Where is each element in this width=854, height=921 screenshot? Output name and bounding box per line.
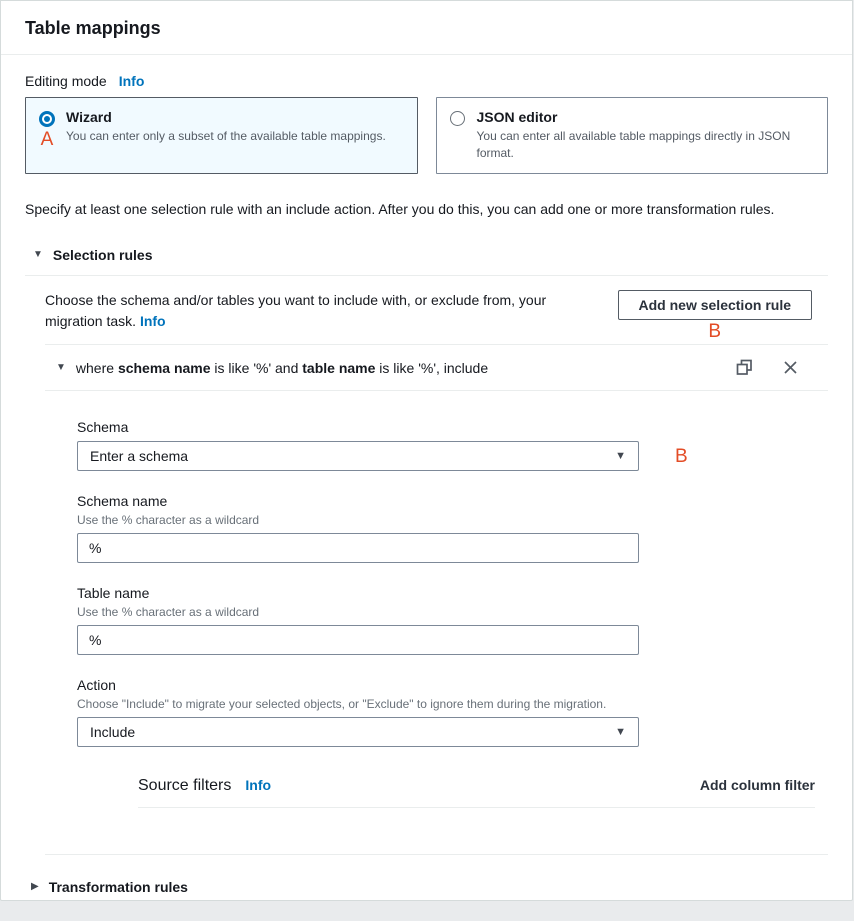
- annotation-a: A: [40, 129, 54, 150]
- schema-label: Schema: [77, 419, 129, 436]
- action-label: Action: [77, 677, 116, 694]
- editing-mode-info-link[interactable]: Info: [118, 73, 145, 89]
- wizard-radio[interactable]: [39, 111, 55, 127]
- rule-summary-mid: is like '%' and: [210, 359, 303, 376]
- schema-name-helper: Use the % character as a wildcard: [77, 513, 260, 528]
- rule-summary-pre: where: [75, 359, 118, 376]
- intro-text: Specify at least one selection rule with an include action. After you do this, you can add one or more transformation rules.: [25, 200, 775, 217]
- wizard-description: You can enter only a subset of the available table mappings.: [66, 129, 386, 143]
- chevron-down-icon: ▼: [615, 726, 626, 739]
- annotation-b-button: B: [708, 321, 722, 343]
- tile-wizard-left: [38, 109, 56, 162]
- tile-json-left: [449, 109, 467, 162]
- divider: [45, 854, 828, 855]
- add-column-filter-button[interactable]: Add column filter: [699, 777, 815, 794]
- divider: [138, 807, 815, 808]
- schema-name-label: Schema name: [77, 493, 168, 510]
- json-editor-label: JSON editor: [476, 109, 558, 125]
- add-selection-rule-button[interactable]: Add new selection rule: [618, 290, 812, 320]
- rule-actions: [736, 359, 828, 376]
- triangle-right-icon: ▶: [31, 881, 39, 893]
- table-name-label: Table name: [77, 585, 150, 602]
- source-filters-header: [138, 777, 815, 795]
- tile-wizard-text: [66, 109, 386, 162]
- json-editor-description: You can enter all available table mappings directly in JSON format.: [476, 129, 791, 160]
- selection-rules-description-text: Choose the schema and/or tables you want to include with, or exclude from, your migration task.: [45, 292, 547, 330]
- rule-summary-post: is like '%', include: [375, 359, 489, 376]
- selection-rules-expander[interactable]: [25, 247, 828, 263]
- add-rule-button-wrap: [618, 290, 812, 344]
- triangle-down-icon: ▼: [56, 361, 66, 373]
- schema-select-value: Enter a schema: [90, 448, 189, 465]
- divider: [25, 275, 828, 276]
- selection-rule-form: [77, 391, 828, 808]
- transformation-rules-expander[interactable]: [25, 879, 828, 921]
- action-select[interactable]: [77, 717, 639, 747]
- selection-rules-toolbar: [25, 290, 828, 344]
- table-name-input[interactable]: [77, 625, 639, 655]
- table-name-field: [77, 585, 639, 655]
- action-helper: Choose "Include" to migrate your selected objects, or "Exclude" to ignore them during the migration.: [77, 697, 607, 712]
- schema-row: [77, 441, 688, 471]
- source-filters-info-link[interactable]: Info: [245, 777, 272, 794]
- tile-wizard[interactable]: [25, 97, 418, 174]
- chevron-down-icon: ▼: [615, 450, 626, 463]
- page-title: Table mappings: [25, 18, 161, 38]
- schema-name-field: [77, 493, 639, 563]
- transformation-rules-title: Transformation rules: [48, 879, 188, 896]
- table-name-helper: Use the % character as a wildcard: [77, 605, 260, 620]
- delete-rule-icon[interactable]: [783, 360, 798, 375]
- schema-select[interactable]: [77, 441, 639, 471]
- annotation-b-schema: B: [675, 445, 688, 467]
- triangle-down-icon: ▼: [33, 249, 43, 261]
- rule-summary-table: table name: [302, 359, 376, 376]
- rule-summary-schema: schema name: [117, 359, 211, 376]
- copy-rule-icon[interactable]: [736, 359, 753, 376]
- panel-body: [1, 55, 852, 921]
- schema-name-input[interactable]: [77, 533, 639, 563]
- editing-mode-row: [25, 73, 828, 89]
- source-filters-section: [138, 777, 815, 808]
- selection-rules-description: [45, 290, 590, 332]
- tile-json-text: [477, 109, 816, 162]
- action-field: [77, 677, 639, 747]
- rule-summary: [76, 360, 488, 376]
- panel-header: [1, 1, 852, 55]
- editing-mode-tiles: [25, 97, 828, 174]
- editing-mode-label: Editing mode: [25, 73, 107, 89]
- selection-rule-item-header[interactable]: [25, 345, 828, 390]
- action-select-value: Include: [90, 724, 136, 741]
- source-filters-title: Source filters: [138, 777, 232, 795]
- tile-json-editor[interactable]: [436, 97, 829, 174]
- schema-field: [77, 419, 688, 471]
- selection-rules-title: Selection rules: [52, 247, 153, 264]
- json-editor-radio[interactable]: [450, 111, 465, 126]
- selection-rules-info-link[interactable]: Info: [139, 313, 166, 330]
- wizard-label: Wizard: [66, 109, 112, 125]
